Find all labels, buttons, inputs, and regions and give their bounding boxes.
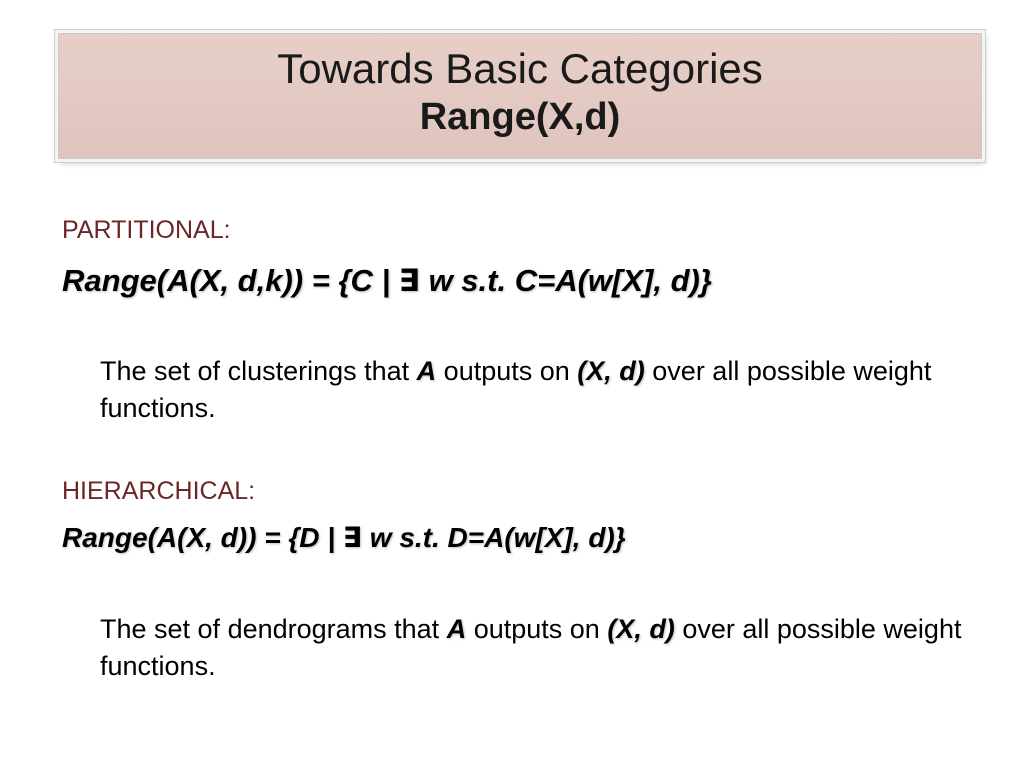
slide-title: Towards Basic Categories — [277, 45, 763, 92]
hierarchical-label: HIERARCHICAL: — [62, 477, 256, 505]
slide-subtitle: Range(X,d) — [419, 96, 621, 138]
description-text: The set of clusterings that — [100, 356, 417, 386]
description-emphasis: (X, d) — [607, 614, 675, 644]
description-text: over all possible weight functions. — [100, 356, 932, 423]
partitional-label: PARTITIONAL: — [62, 216, 231, 244]
description-text: outputs on — [466, 614, 608, 644]
partitional-formula: Range(A(X, d,k)) = {C | ∃ w s.t. C=A(w[X], d)} — [62, 263, 712, 298]
description-text: over all possible weight functions. — [100, 614, 962, 681]
description-text: The set of dendrograms that — [100, 614, 447, 644]
description-text: outputs on — [436, 356, 578, 386]
hierarchical-description — [100, 611, 980, 685]
description-emphasis: A — [446, 614, 467, 644]
title-box — [58, 33, 982, 159]
hierarchical-formula: Range(A(X, d)) = {D | ∃ w s.t. D=A(w[X], d)} — [62, 522, 626, 553]
description-emphasis: (X, d) — [577, 356, 645, 386]
description-emphasis: A — [416, 356, 437, 386]
partitional-description — [100, 353, 980, 427]
